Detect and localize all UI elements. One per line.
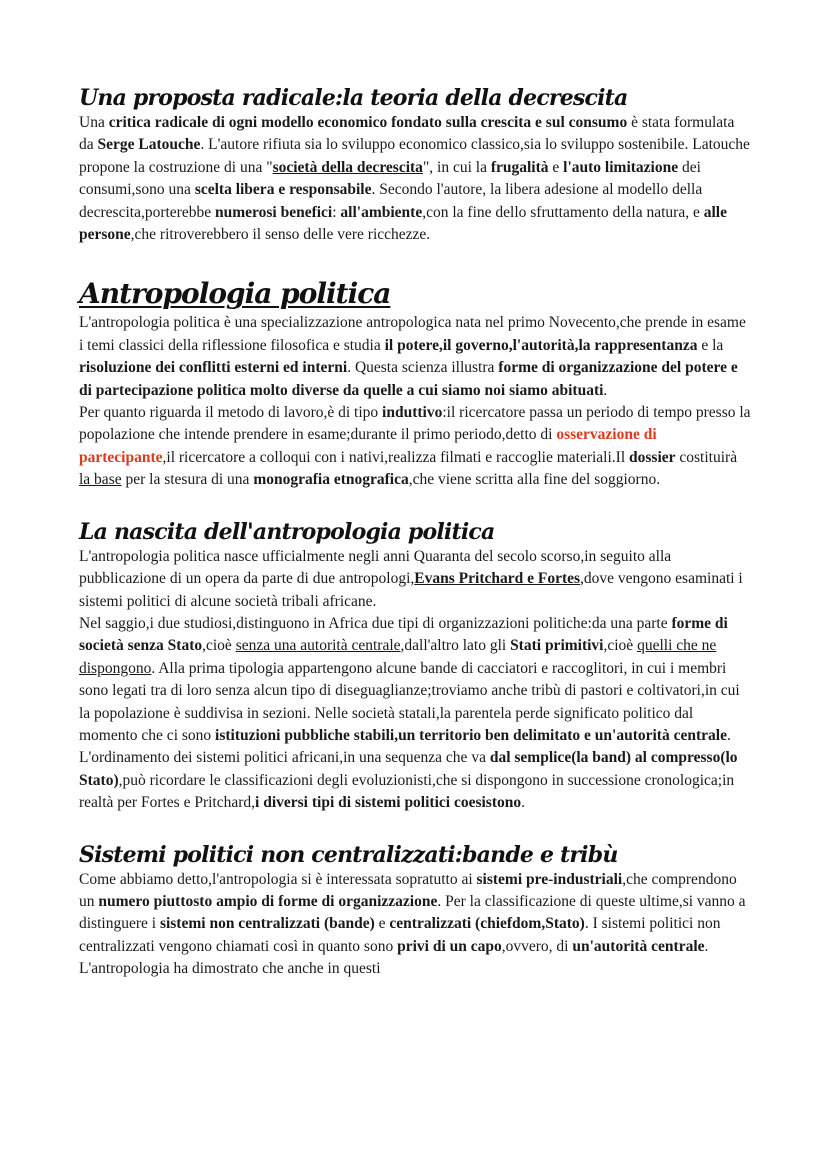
bold-text: numerosi benefici bbox=[214, 203, 333, 221]
bold-text: istituzioni pubbliche stabili,un territorio ben delimitato e un'autorità centrale bbox=[215, 726, 727, 744]
bold-text: Stati primitivi bbox=[510, 637, 604, 655]
bold-text: risoluzione dei conflitti esterni ed interni bbox=[79, 359, 348, 377]
text-run: Per quanto riguarda il metodo di lavoro,è di tipo bbox=[79, 404, 383, 422]
text-run: ", in cui la bbox=[422, 158, 491, 176]
text-run: ,cioè bbox=[603, 637, 638, 655]
text-run: e bbox=[548, 158, 564, 176]
paragraph-nascita-ordinamento bbox=[79, 747, 751, 814]
bold-text: privi di un capo bbox=[397, 937, 502, 955]
text-run: dei consumi,sono una bbox=[79, 158, 701, 199]
bold-text: osservazione di partecipante bbox=[79, 426, 657, 466]
text-run: e la bbox=[697, 336, 724, 354]
text-run: ,con la fine dello sfruttamento della natura, e bbox=[422, 203, 704, 221]
text-run: :il ricercatore passa un periodo di tempo presso la popolazione che intende prendere in esame;durante il primo periodo,detto di bbox=[79, 404, 751, 444]
text-run: ,che comprendono un bbox=[79, 870, 737, 910]
paragraph-nascita-saggio bbox=[79, 613, 751, 747]
text-run: ,che ritroverebbero il senso delle vere ricchezze. bbox=[130, 226, 431, 244]
document-body bbox=[79, 84, 751, 981]
text-run: è stata formulata da bbox=[79, 114, 735, 154]
bold-text: Evans Pritchard e Fortes bbox=[414, 570, 581, 588]
text-run: L'ordinamento dei sistemi politici africani,in una sequenza che va bbox=[79, 749, 490, 767]
bold-text: Serge Latouche bbox=[97, 136, 201, 154]
paragraph-antropologia-metodo bbox=[79, 402, 751, 492]
text-run: . Per la classificazione di queste ultime,si vanno a distinguere i bbox=[79, 892, 746, 933]
paragraph-decrescita bbox=[79, 112, 751, 246]
text-run: . Questa scienza illustra bbox=[347, 359, 499, 377]
bold-text: all'ambiente bbox=[340, 203, 423, 221]
text-run: . Alla prima tipologia appartengono alcune bande di cacciatori e raccoglitori, in cui i membri sono legati tra di loro senza alcun tipo di diseguaglianze;troviamo anche tribù di pastori e coltivatori,in cui la popolazione è suddivisa in sezioni. Nelle società statali,la parentela perde significato politico dal momento che ci sono bbox=[79, 659, 740, 744]
bold-text: centralizzati (chiefdom,Stato) bbox=[389, 915, 585, 933]
section-title-antropologia-politica: Antropologia politica bbox=[79, 277, 391, 311]
bold-text: induttivo bbox=[382, 404, 443, 422]
bold-text: numero piuttosto ampio di forme di organizzazione bbox=[98, 892, 438, 910]
bold-text: scelta libera e responsabile bbox=[194, 181, 372, 199]
paragraph-nascita-intro bbox=[79, 546, 751, 613]
bold-text: il potere,il governo,l'autorità,la rappresentanza bbox=[384, 336, 698, 354]
text-run: ,dall'altro lato gli bbox=[400, 637, 511, 655]
text-run: . I sistemi politici non centralizzati vengono chiamati così in quanto sono bbox=[79, 915, 721, 955]
paragraph-sistemi-non-centralizzati bbox=[79, 869, 751, 981]
section-title-sistemi-non-centralizzati: Sistemi politici non centralizzati:bande e tribù bbox=[79, 841, 618, 868]
text-run: per la stesura di una bbox=[121, 471, 254, 489]
bold-text: frugalità bbox=[490, 158, 549, 176]
bold-text: sistemi pre-industriali bbox=[476, 870, 623, 888]
text-run: . bbox=[726, 726, 731, 744]
bold-text: un'autorità centrale bbox=[572, 937, 705, 955]
section-title-nascita: La nascita dell'antropologia politica bbox=[79, 518, 495, 545]
text-run: Una bbox=[79, 114, 109, 131]
bold-text: dossier bbox=[629, 448, 676, 466]
text-run: . Secondo l'autore, la libera adesione al modello della decrescita,porterebbe bbox=[79, 181, 703, 221]
bold-text: alle persone bbox=[79, 203, 727, 244]
text-run: Come abbiamo detto,l'antropologia si è interessata sopratutto ai bbox=[79, 870, 477, 888]
text-run: ,ovvero, di bbox=[501, 937, 573, 955]
section-title-decrescita: Una proposta radicale:la teoria della decrescita bbox=[79, 85, 628, 111]
text-run: L'antropologia politica è una specializzazione antropologica nata nel primo Novecento,che prende in esame i temi classici della riflessione filosofica e studia bbox=[79, 314, 746, 354]
bold-text: forme di organizzazione del potere e di partecipazione politica molto diverse da quelle a cui siamo noi siamo abituati bbox=[79, 359, 738, 399]
bold-text: società della decrescita bbox=[272, 158, 423, 176]
text-run: L'antropologia politica nasce ufficialmente negli anni Quaranta del secolo scorso,in seguito alla pubblicazione di un opera da parte di due antropologi, bbox=[79, 547, 672, 588]
text-run: e bbox=[374, 915, 390, 933]
bold-text: l'auto limitazione bbox=[563, 158, 679, 176]
bold-text: i diversi tipi di sistemi politici coesistono bbox=[255, 794, 522, 812]
text-run: ,cioè bbox=[202, 637, 236, 655]
bold-text: monografia etnografica bbox=[253, 471, 409, 489]
bold-text: sistemi non centralizzati (bande) bbox=[159, 915, 375, 933]
text-run: ,che viene scritta alla fine del soggiorno. bbox=[408, 471, 661, 489]
text-run: : bbox=[332, 203, 341, 221]
text-run: ,può ricordare le classificazioni degli evoluzionisti,che si dispongono in successione cronologica;in realtà per Fortes e Pritchard, bbox=[79, 771, 735, 812]
text-run: ,il ricercatore a colloqui con i nativi,realizza filmati e raccoglie materiali.Il bbox=[162, 448, 630, 466]
bold-text: critica radicale di ogni modello economico fondato sulla crescita e sul consumo bbox=[108, 114, 628, 131]
text-run: . L'autore rifiuta sia lo sviluppo economico classico,sia lo sviluppo sostenibile. Latouche propone la costruzione di una " bbox=[79, 136, 750, 176]
text-run: . bbox=[521, 794, 525, 812]
underlined-text: quelli che ne dispongono bbox=[79, 637, 717, 677]
text-run: ,dove vengono esaminati i sistemi politici di alcune società tribali africane. bbox=[79, 570, 743, 610]
text-run: costituirà bbox=[675, 448, 738, 466]
underlined-text: la base bbox=[79, 471, 122, 489]
bold-text: dal semplice(la band) al compresso(lo Stato) bbox=[79, 749, 738, 789]
text-run: Nel saggio,i due studiosi,distinguono in Africa due tipi di organizzazioni politiche:da una parte bbox=[79, 614, 672, 632]
text-run: . L'antropologia ha dimostrato che anche in questi bbox=[79, 937, 709, 978]
underlined-text: senza una autorità centrale bbox=[235, 637, 401, 655]
bold-text: forme di società senza Stato bbox=[79, 614, 728, 655]
text-run: . bbox=[603, 381, 608, 399]
paragraph-antropologia-definizione bbox=[79, 312, 751, 402]
